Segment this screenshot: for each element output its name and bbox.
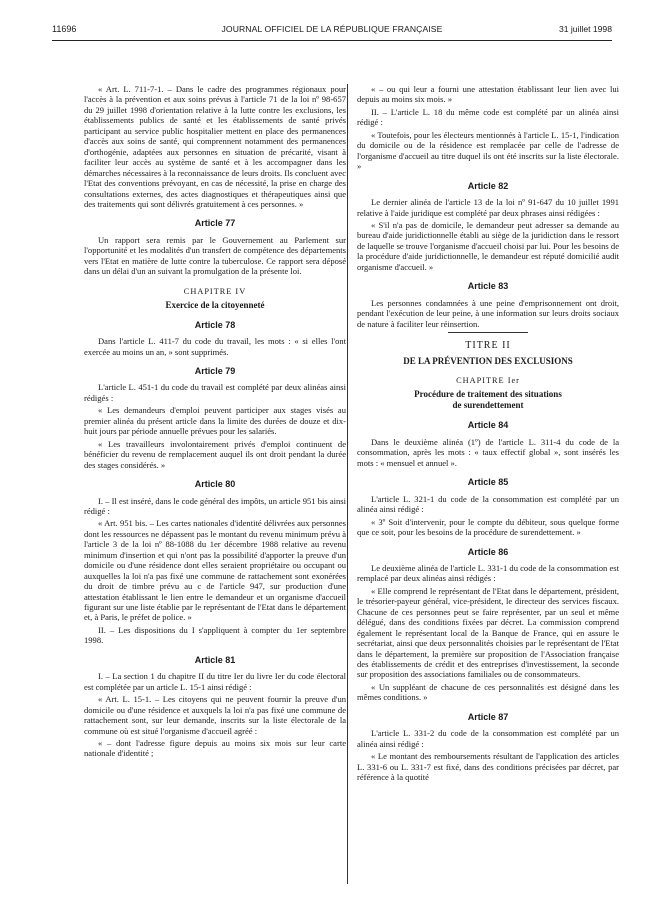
- article-81-text: II. – L'article L. 18 du même code est complété par un alinéa ainsi rédigé :: [357, 106, 619, 128]
- chapter-1-title: [357, 389, 619, 411]
- article-78-heading: Article 78: [194, 319, 236, 330]
- article-81-text: I. – La section 1 du chapitre II du titre Ier du livre Ier du code électoral est complétée par un article L. 15-1 ainsi rédigé :: [84, 671, 346, 692]
- article-86-text: Le deuxième alinéa de l'article L. 331-1 du code de la consommation est remplacé par deux alinéas ainsi rédigés :: [357, 562, 619, 584]
- article-87-text: L'article L. 331-2 du code de la consommation est complété par un alinéa ainsi rédigé :: [357, 728, 619, 749]
- article-82-text: « S'il n'a pas de domicile, le demandeur peut adresser sa demande au bureau d'aide juridictionnelle établi au siège de la juridiction dans le ressort de laquelle se trouve l'organisme d'accueil choisi par lui. Pour les besoins de la procédure d'aide juridictionnelle, le demandeur est réputé domicilié audit organisme d'accueil. »: [357, 219, 619, 272]
- article-77-text: Un rapport sera remis par le Gouvernement au Parlement sur l'opportunité et les modalités d'un transfert de compétence des départements vers l'Etat en matière de lutte contre la tuberculose. Ce rapport sera déposé dans un délai d'un an suivant la promulgation de la présente loi.: [84, 234, 346, 277]
- column-divider: [347, 84, 348, 884]
- article-81-heading: Article 81: [194, 654, 236, 665]
- article-87-text: « Le montant des remboursements résultant de l'application des articles L. 331-6 ou L. 331-7 est fixé, dans des conditions précisées par décret, par référence à la quotité: [357, 751, 619, 783]
- chapter-1-label: CHAPITRE Ier: [456, 375, 520, 385]
- article-80-heading: Article 80: [194, 479, 236, 490]
- article-81-text: « Art. L. 15-1. – Les citoyens qui ne peuvent fournir la preuve d'un domicile ou d'une résidence et auxquels la loi n'a pas fixé une commune de rattachement sont, sur leur demande, inscrits sur la liste électorale de la commune où est situé l'organisme d'accueil agréé :: [84, 694, 346, 736]
- article-82-heading: Article 82: [467, 180, 509, 191]
- article-87-heading: Article 87: [467, 711, 509, 722]
- article-80-text: I. – Il est inséré, dans le code général des impôts, un article 951 bis ainsi rédigé :: [84, 495, 346, 516]
- article-81-text: « – dont l'adresse figure depuis au moins six mois sur leur carte nationale d'identité ;: [84, 738, 346, 759]
- section-rule: [448, 332, 528, 333]
- chapter-1-title-line: de surendettement: [452, 400, 524, 411]
- article-76-text: « Art. L. 711-7-1. – Dans le cadre des programmes régionaux pour l'accès à la prévention et aux soins prévus à l'article 71 de la loi nº 98-657 du 29 juillet 1998 d'orientation relative à la lutte contre les exclusions, les établissements publics de santé et les établissements de santé privés participant au service public hospitalier mettent en place des permanences d'accès aux soins de santé, qui comprennent notamment des permanences d'orthogénie, adaptées aux personnes en situation de précarité, visant à faciliter leur accès au système de santé et à les accompagner dans les démarches nécessaires à la reconnaissance de leurs droits. Ils concluent avec l'Etat des conventions prévoyant, en cas de nécessité, la prise en charge des consultations externes, des actes diagnostiques et thérapeutiques ainsi que des traitements qui sont délivrés gratuitement à ces personnes. »: [84, 84, 346, 209]
- publication-date: 31 juillet 1998: [558, 24, 612, 34]
- header-rule: [52, 40, 612, 41]
- article-86-heading: Article 86: [467, 546, 509, 557]
- article-85-heading: Article 85: [467, 477, 509, 488]
- title-2-heading: DE LA PRÉVENTION DES EXCLUSIONS: [403, 355, 573, 366]
- article-83-text: Les personnes condamnées à une peine d'emprisonnement ont droit, pendant l'exécution de leur peine, à une information sur leurs droits sociaux de nature à faciliter leur réinsertion.: [357, 297, 619, 329]
- page-header: [52, 24, 612, 38]
- article-85-text: L'article L. 321-1 du code de la consommation est complété par un alinéa ainsi rédigé :: [357, 493, 619, 515]
- journal-title: JOURNAL OFFICIEL DE LA RÉPUBLIQUE FRANÇAISE: [221, 24, 443, 34]
- chapter-4-title: Exercice de la citoyenneté: [165, 300, 265, 311]
- article-81-text: « Toutefois, pour les électeurs mentionnés à l'article L. 15-1, l'indication du domicile ou de la résidence est remplacée par celle de l'adresse de l'organisme d'accueil au titre duquel ils ont été inscrits sur la liste électorale. »: [357, 129, 619, 172]
- article-77-heading: Article 77: [194, 218, 236, 229]
- article-84-heading: Article 84: [467, 420, 509, 431]
- article-85-text: « 3º Soit d'intervenir, pour le compte du débiteur, sous quelque forme que ce soit, pour les besoins de la procédure de surendettement. »: [357, 516, 619, 538]
- article-80-text: « Art. 951 bis. – Les cartes nationales d'identité délivrées aux personnes dont les ressources ne dépassent pas le montant du revenu minimum prévu à l'article 3 de la loi nº 88-1088 du 1er décembre 1988 relative au revenu minimum d'insertion et qui n'ont pas la possibilité d'apporter la preuve d'un domicile ou d'une résidence dont elles seraient propriétaire ou occupant ou auxquelles la loi n'a pas fixé une commune de rattachement sont exonérées du droit de timbre prévu au c de l'article 947, sur production d'une attestation établissant le lien entre le demandeur et un organisme d'accueil figurant sur une liste établie par le représentant de l'Etat dans le département et, à Paris, le préfet de police. »: [84, 518, 346, 623]
- article-79-text: « Les travailleurs involontairement privés d'emploi continuent de bénéficier du revenu de remplacement auquel ils ont droit pendant la durée des stages considérés. »: [84, 438, 346, 470]
- article-86-text: « Un suppléant de chacune de ces personnalités est désigné dans les mêmes conditions. »: [357, 681, 619, 703]
- left-column: [84, 84, 346, 761]
- article-82-text: Le dernier alinéa de l'article 13 de la loi nº 91-647 du 10 juillet 1991 relative à l'aide juridique est complété par deux phrases ainsi rédigées :: [357, 197, 619, 218]
- article-84-text: Dans le deuxième alinéa (1º) de l'article L. 311-4 du code de la consommation, après les mots : « taux effectif global », sont insérés les mots : « mensuel et annuel ».: [357, 436, 619, 468]
- article-79-text: « Les demandeurs d'emploi peuvent participer aux stages visés au premier alinéa du présent article dans la limite des durées de douze et dix-huit jours par période annuelle prévues pour les salariés.: [84, 405, 346, 437]
- article-83-heading: Article 83: [467, 281, 509, 292]
- right-column: [357, 84, 619, 785]
- article-79-heading: Article 79: [194, 365, 236, 376]
- chapter-4-label: CHAPITRE IV: [183, 286, 247, 296]
- article-81-text: « – ou qui leur a fourni une attestation établissant leur lien avec lui depuis au moins six mois. »: [357, 84, 619, 105]
- title-2-label: TITRE II: [465, 340, 511, 352]
- article-79-text: L'article L. 451-1 du code du travail est complété par deux alinéas ainsi rédigés :: [84, 382, 346, 403]
- article-78-text: Dans l'article L. 411-7 du code du travail, les mots : « si elles l'ont exercée au moins un an, » sont supprimés.: [84, 336, 346, 357]
- chapter-1-title-line: Procédure de traitement des situations: [414, 389, 562, 400]
- article-80-text: II. – Les dispositions du I s'appliquent à compter du 1er septembre 1998.: [84, 624, 346, 646]
- article-86-text: « Elle comprend le représentant de l'Etat dans le département, président, le trésorier-payeur général, vice-président, le directeur des services fiscaux. Chacune de ces personnes peut se faire représenter, par un seul et même délégué, dans des conditions fixées par décret. La commission comprend également le représentant local de la Banque de France, qui en assure le secrétariat, ainsi que deux personnalités choisies par le représentant de l'Etat dans le département, la première sur proposition de l'Association française des établissements de crédit et des entreprises d'investissement, la seconde sur proposition des associations familiales ou de consommateurs.: [357, 585, 619, 680]
- page-number: 11696: [52, 24, 77, 34]
